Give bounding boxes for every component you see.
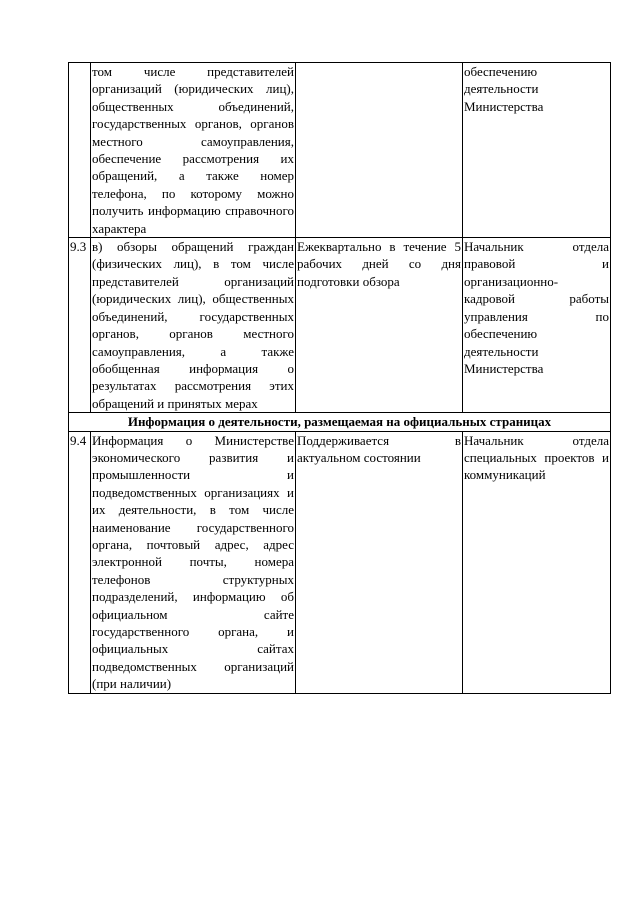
- table-row: [69, 63, 611, 238]
- item-deadline: Поддерживается в актуальном состоянии: [296, 431, 463, 693]
- item-number: 9.3: [69, 238, 91, 413]
- item-deadline: [296, 63, 463, 238]
- item-responsible: Начальник отдела специальных проектов и коммуникаций: [463, 431, 611, 693]
- section-title: Информация о деятельности, размещаемая на официальных страницах: [69, 413, 611, 431]
- table-row: [69, 431, 611, 693]
- item-deadline: Ежеквартально в течение 5 рабочих дней со дня подготовки обзора: [296, 238, 463, 413]
- section-header-row: [69, 413, 611, 431]
- item-responsible: Начальник отдела правовой и организационно-кадровой работы управления по обеспечению деятельности Министерства: [463, 238, 611, 413]
- item-number: 9.4: [69, 431, 91, 693]
- item-number: [69, 63, 91, 238]
- item-description: Информация о Министерстве экономического развития и промышленности и подведомственных организациях и их деятельности, в том числе наименование государственного органа, почтовый адрес, адрес электронной почты, номера телефонов структурных подразделений, информацию об официальном сайте государственного органа, и официальных сайтах подведомственных организаций (при наличии): [92, 432, 294, 692]
- item-description: том числе представителей организаций (юридических лиц), общественных объединений, государственных органов, органов местного самоуправления, обеспечение рассмотрения их обращений, а также номер телефона, по которому можно получить информацию справочного характера: [92, 64, 294, 236]
- item-responsible: обеспечению деятельности Министерства: [463, 63, 611, 238]
- document-table: [68, 62, 611, 694]
- item-description: в) обзоры обращений граждан (физических лиц), в том числе представителей организаций (юридических лиц), общественных объединений, государственных органов, органов местного самоуправления, а также обобщенная информация о результатах рассмотрения этих обращений и принятых мерах: [92, 239, 294, 411]
- table-row: [69, 238, 611, 413]
